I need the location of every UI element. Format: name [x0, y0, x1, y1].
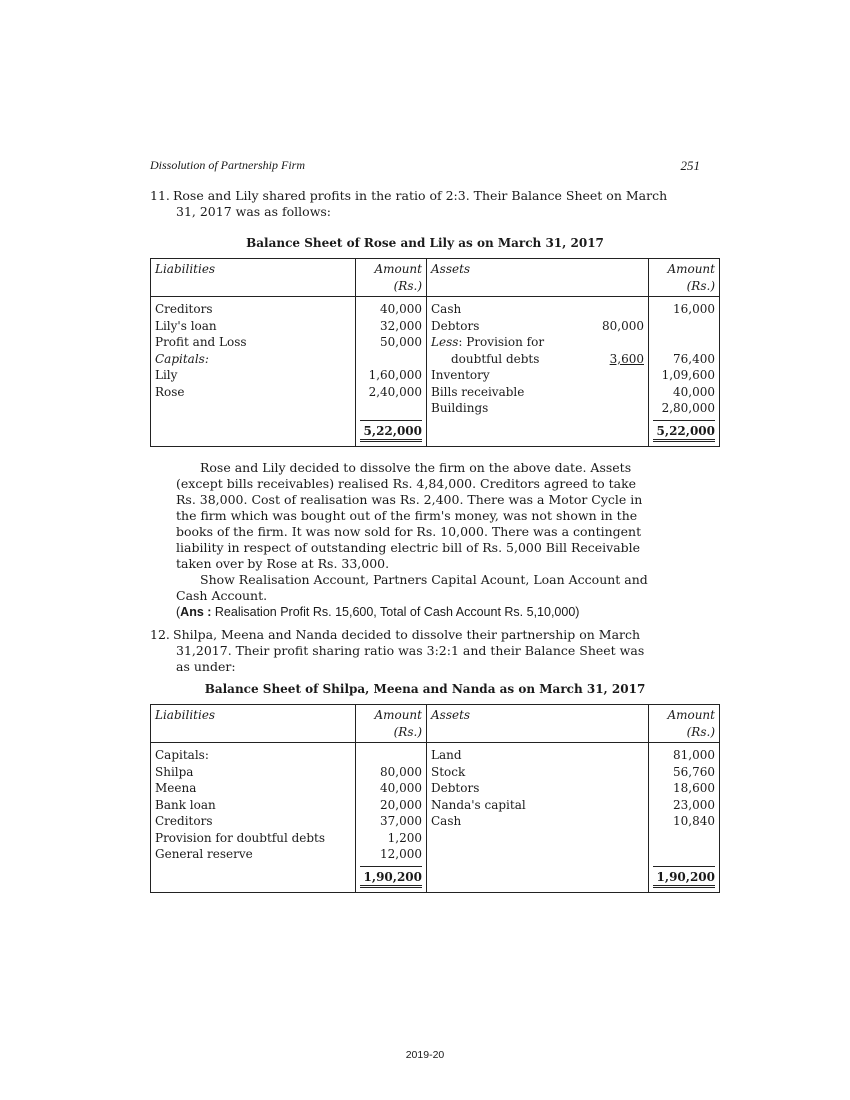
q11-balance-sheet	[150, 258, 720, 447]
asset-amount: 76,400	[649, 351, 720, 368]
asset-amount: 1,09,600	[649, 367, 720, 384]
asset-amount: 56,760	[649, 764, 720, 781]
q11-body-line: the firm which was bought out of the firm's money, was not shown in the	[176, 508, 638, 523]
q11-body-line: Rose and Lily decided to dissolve the firm on the above date. Assets	[200, 460, 632, 475]
page-footer-year: 2019-20	[405, 1049, 445, 1061]
asset-label: Nanda's capital	[427, 797, 579, 814]
question-number-11: 11.	[150, 188, 170, 203]
liability-total-cell	[356, 866, 427, 893]
asset-label: Land	[427, 743, 579, 764]
q11-table-caption: Balance Sheet of Rose and Lily as on March 31, 2017	[246, 236, 604, 250]
q12-balance-sheet	[150, 704, 720, 893]
liability-amount: 1,200	[356, 830, 427, 847]
asset-blank	[578, 743, 649, 764]
liability-label: Creditors	[151, 297, 356, 318]
liability-label: General reserve	[151, 846, 356, 866]
header-amount: Amount (Rs.)	[356, 259, 427, 297]
asset-inner-amount	[578, 384, 649, 401]
total-blank	[427, 420, 579, 447]
q11-body	[176, 460, 700, 620]
asset-amount: 23,000	[649, 797, 720, 814]
table-row	[151, 830, 720, 847]
q11-show-line: Show Realisation Account, Partners Capital Acount, Loan Account and	[200, 572, 648, 587]
q11-intro-line: 31, 2017 was as follows:	[176, 204, 332, 219]
q12-intro	[173, 627, 700, 675]
table-header-row	[151, 705, 720, 743]
asset-blank	[578, 764, 649, 781]
asset-label: Bills receivable	[427, 384, 579, 401]
liability-amount: 40,000	[356, 297, 427, 318]
total-blank	[427, 866, 579, 893]
asset-label: Cash	[427, 297, 579, 318]
asset-amount: 40,000	[649, 384, 720, 401]
table-total-row	[151, 866, 720, 893]
header-assets: Assets	[427, 705, 579, 743]
header-amount: Amount (Rs.)	[649, 259, 720, 297]
table-header-row	[151, 259, 720, 297]
table-row	[151, 780, 720, 797]
q11-show-line: Cash Account.	[176, 588, 268, 603]
asset-inner-amount	[578, 367, 649, 384]
header-amount: Amount (Rs.)	[649, 705, 720, 743]
liability-total: 5,22,000	[360, 420, 422, 443]
liability-label: Bank loan	[151, 797, 356, 814]
asset-blank	[578, 797, 649, 814]
liability-label: Capitals:	[151, 351, 356, 368]
total-blank	[578, 420, 649, 447]
liability-amount	[356, 743, 427, 764]
table-row	[151, 764, 720, 781]
liability-label: Provision for doubtful debts	[151, 830, 356, 847]
asset-blank	[578, 813, 649, 830]
asset-inner-amount	[578, 334, 649, 351]
answer-text: Realisation Profit Rs. 15,600, Total of Cash Account Rs. 5,10,000)	[211, 605, 580, 619]
asset-inner-amount: 80,000	[602, 318, 644, 333]
liability-amount: 32,000	[356, 318, 427, 335]
q12-table-caption: Balance Sheet of Shilpa, Meena and Nanda as on March 31, 2017	[204, 682, 646, 696]
asset-label: Cash	[427, 813, 579, 830]
table-row	[151, 400, 720, 420]
asset-total: 5,22,000	[653, 420, 715, 443]
asset-label: Debtors	[427, 780, 579, 797]
q12-intro-line: as under:	[176, 659, 236, 674]
liability-amount: 50,000	[356, 334, 427, 351]
liability-amount: 37,000	[356, 813, 427, 830]
q11-body-line: Rs. 38,000. Cost of realisation was Rs. 2,400. There was a Motor Cycle in	[176, 492, 643, 507]
table-row	[151, 351, 720, 368]
liability-amount	[356, 400, 427, 420]
liability-amount: 20,000	[356, 797, 427, 814]
page-number: 251	[680, 158, 700, 173]
asset-amount	[649, 830, 720, 847]
liability-label: Meena	[151, 780, 356, 797]
table-row	[151, 743, 720, 764]
q11-body-line: (except bills receivables) realised Rs. 4,84,000. Creditors agreed to take	[176, 476, 637, 491]
liability-amount: 2,40,000	[356, 384, 427, 401]
asset-total-cell	[649, 420, 720, 447]
asset-label: Less: Provision for	[427, 334, 579, 351]
table-total-row	[151, 420, 720, 447]
liability-total-cell	[356, 420, 427, 447]
table-row	[151, 846, 720, 866]
liability-amount: 80,000	[356, 764, 427, 781]
asset-inner-amount	[578, 297, 649, 318]
liability-amount: 40,000	[356, 780, 427, 797]
asset-label	[427, 846, 579, 866]
table-row	[151, 797, 720, 814]
liability-label	[151, 400, 356, 420]
asset-blank	[578, 780, 649, 797]
header-blank	[578, 259, 649, 297]
asset-label: doubtful debts	[427, 351, 579, 368]
liability-label: Creditors	[151, 813, 356, 830]
liability-amount	[356, 351, 427, 368]
table-row	[151, 297, 720, 318]
answer-label: Ans :	[180, 605, 212, 619]
header-blank	[578, 705, 649, 743]
table-row	[151, 334, 720, 351]
total-blank	[578, 866, 649, 893]
total-blank	[151, 866, 356, 893]
header-liabilities: Liabilities	[151, 705, 356, 743]
q11-intro	[173, 188, 700, 220]
liability-label: Capitals:	[151, 743, 356, 764]
header-liabilities: Liabilities	[151, 259, 356, 297]
asset-label: Buildings	[427, 400, 579, 420]
q11-body-line: taken over by Rose at Rs. 33,000.	[176, 556, 390, 571]
asset-amount: 16,000	[649, 297, 720, 318]
header-amount: Amount (Rs.)	[356, 705, 427, 743]
q11-intro-line: Rose and Lily shared profits in the ratio of 2:3. Their Balance Sheet on March	[173, 188, 668, 203]
asset-amount: 81,000	[649, 743, 720, 764]
q11-body-line: books of the firm. It was now sold for Rs. 10,000. There was a contingent	[176, 524, 642, 539]
asset-amount	[649, 334, 720, 351]
table-row	[151, 318, 720, 335]
liability-amount: 12,000	[356, 846, 427, 866]
asset-amount	[649, 846, 720, 866]
liability-total: 1,90,200	[360, 866, 422, 889]
table-row	[151, 384, 720, 401]
asset-amount: 18,600	[649, 780, 720, 797]
asset-label: Debtors	[427, 318, 579, 335]
liability-label: Shilpa	[151, 764, 356, 781]
asset-amount: 10,840	[649, 813, 720, 830]
liability-label: Lily's loan	[151, 318, 356, 335]
table-row	[151, 813, 720, 830]
asset-amount	[649, 318, 720, 335]
table-row	[151, 367, 720, 384]
asset-blank	[578, 830, 649, 847]
q11-answer: (Ans : Realisation Profit Rs. 15,600, Total of Cash Account Rs. 5,10,000)	[176, 605, 580, 619]
liability-label: Profit and Loss	[151, 334, 356, 351]
running-header-title: Dissolution of Partnership Firm	[150, 158, 306, 172]
total-blank	[151, 420, 356, 447]
asset-label: Stock	[427, 764, 579, 781]
asset-label: Inventory	[427, 367, 579, 384]
asset-total: 1,90,200	[653, 866, 715, 889]
asset-blank	[578, 846, 649, 866]
liability-label: Rose	[151, 384, 356, 401]
asset-amount: 2,80,000	[649, 400, 720, 420]
asset-inner-amount	[578, 400, 649, 420]
liability-label: Lily	[151, 367, 356, 384]
q12-intro-line: Shilpa, Meena and Nanda decided to dissolve their partnership on March	[173, 627, 641, 642]
q12-intro-line: 31,2017. Their profit sharing ratio was 3:2:1 and their Balance Sheet was	[176, 643, 645, 658]
asset-inner-amount: 3,600	[609, 351, 644, 366]
question-number-12: 12.	[150, 627, 170, 642]
liability-amount: 1,60,000	[356, 367, 427, 384]
header-assets: Assets	[427, 259, 579, 297]
q11-body-line: liability in respect of outstanding electric bill of Rs. 5,000 Bill Receivable	[176, 540, 641, 555]
asset-label	[427, 830, 579, 847]
asset-total-cell	[649, 866, 720, 893]
